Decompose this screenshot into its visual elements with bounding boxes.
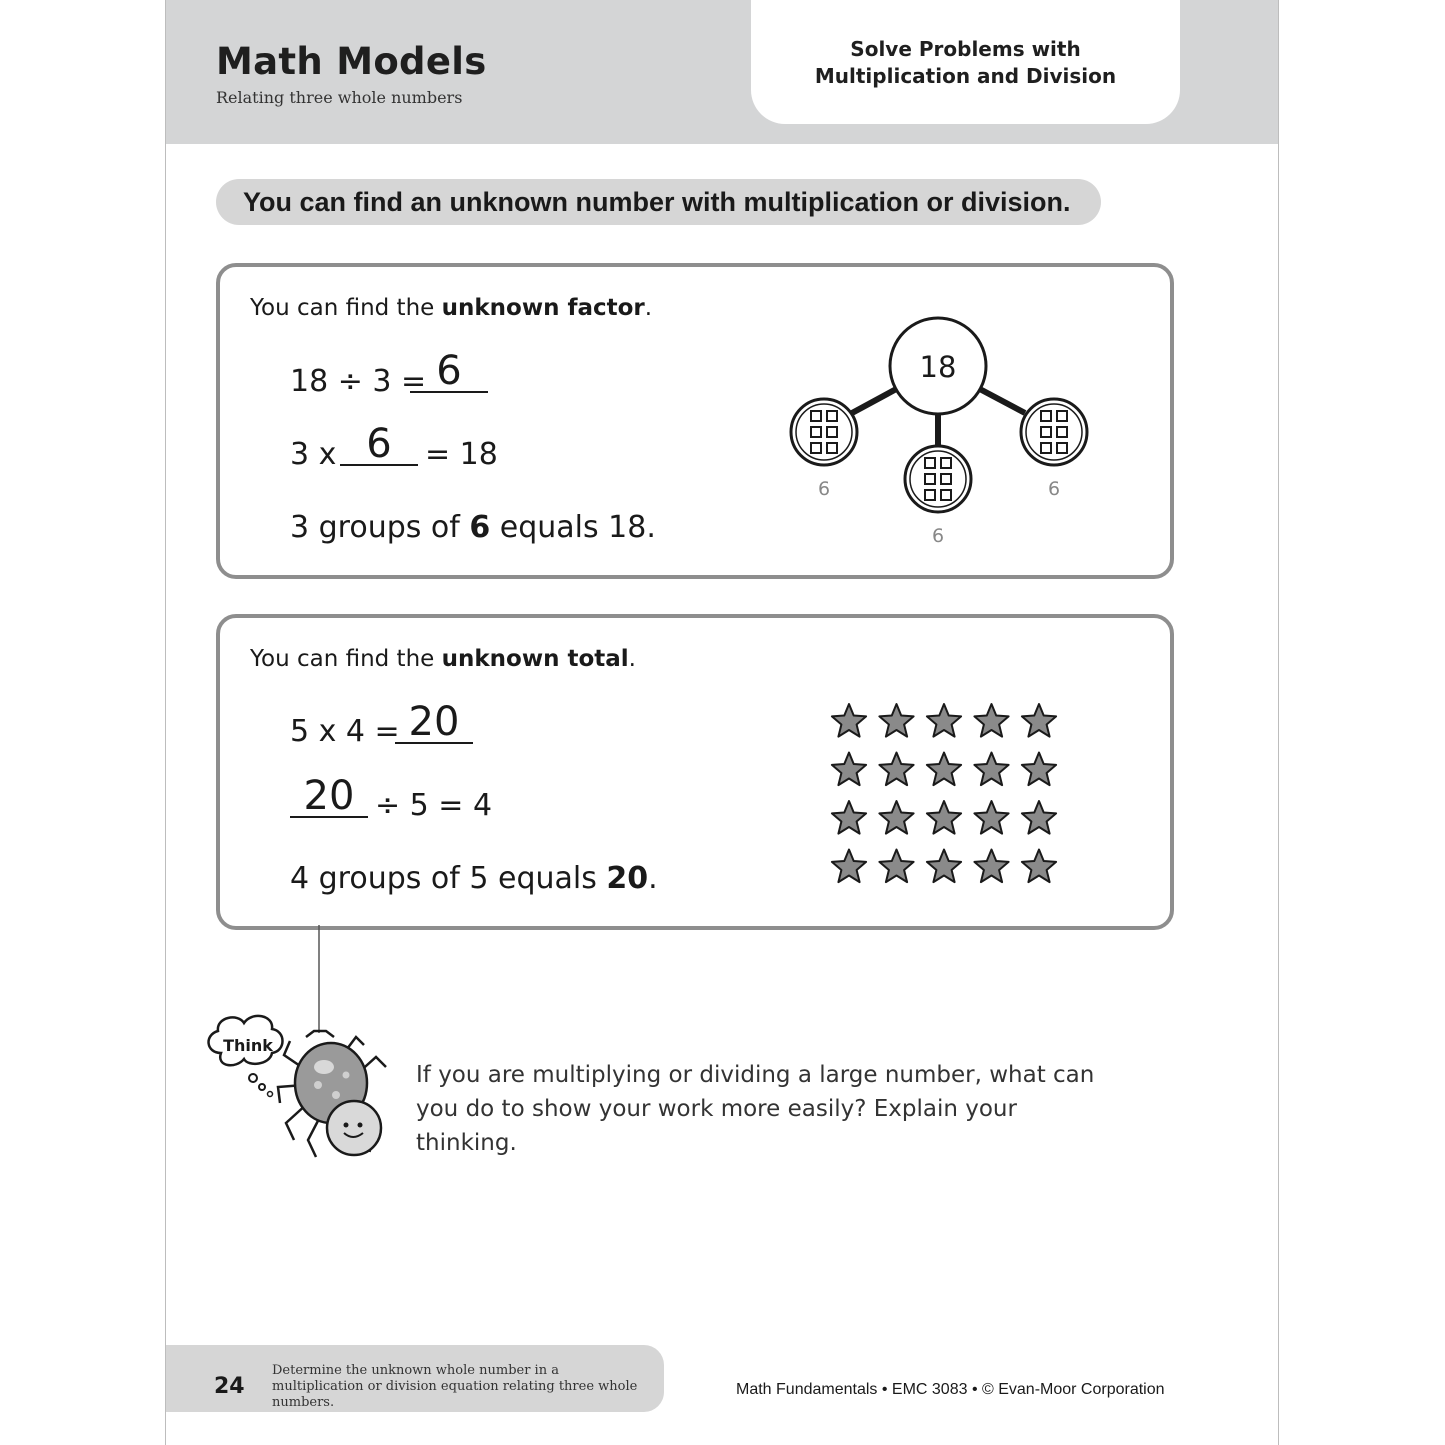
publisher-credit: Math Fundamentals • EMC 3083 • © Evan-Moor Corporation [736, 1381, 1165, 1398]
star [879, 850, 913, 883]
standard-description: Determine the unknown whole number in a multiplication or division equation relating three whole numbers. [272, 1363, 638, 1410]
intro-text: You can find the [250, 295, 442, 321]
sentence-prefix: 3 groups of [290, 510, 470, 545]
square-counter [827, 411, 837, 421]
star [879, 704, 913, 737]
spider-highlight [314, 1060, 334, 1074]
square-counter [1057, 443, 1067, 453]
think-label: Think [223, 1036, 273, 1055]
leg [306, 1031, 334, 1037]
star [1022, 801, 1056, 834]
square-counter [941, 474, 951, 484]
group-label-middle: 6 [931, 525, 945, 547]
star [974, 704, 1008, 737]
topic-line-1: Solve Problems with [850, 37, 1081, 61]
star [1022, 850, 1056, 883]
bubble-dot-2 [259, 1084, 265, 1090]
square-counter [1041, 427, 1051, 437]
unknown-factor-intro [250, 295, 652, 321]
think-spider-illustration [186, 925, 431, 1170]
bond-line-left [852, 387, 900, 413]
multiplication-left: 3 x [290, 437, 337, 472]
star [1022, 704, 1056, 737]
multiplication-equation: 5 x 4 = [290, 714, 400, 749]
star [879, 801, 913, 834]
square-counter [827, 443, 837, 453]
square-counter [941, 458, 951, 468]
division-right: ÷ 5 = 4 [375, 788, 493, 823]
square-counter [1057, 427, 1067, 437]
group-right [1021, 399, 1087, 500]
group-label-left: 6 [817, 478, 831, 500]
unknown-factor-box [216, 263, 1174, 579]
square-counter [925, 474, 935, 484]
multiplication-right: = 18 [425, 437, 498, 472]
square-counter [1041, 411, 1051, 421]
group-left [791, 399, 857, 500]
division-equation: 18 ÷ 3 = [290, 364, 427, 399]
topic-tab-text [751, 36, 1180, 90]
group-circle-right [1021, 399, 1087, 465]
square-counter [925, 490, 935, 500]
square-counter [827, 427, 837, 437]
sentence-bold: 20 [606, 861, 649, 896]
star [832, 704, 866, 737]
star [832, 850, 866, 883]
think-question: If you are multiplying or dividing a large number, what can you do to show your work more easily? Explain your thinking. [416, 1062, 1095, 1156]
star [927, 753, 961, 786]
star [1022, 753, 1056, 786]
star [927, 801, 961, 834]
page-subtitle: Relating three whole numbers [216, 88, 463, 107]
bond-line-right [976, 387, 1025, 413]
unknown-total-intro [250, 646, 636, 672]
star [974, 753, 1008, 786]
spider-spot [332, 1091, 340, 1099]
sentence-suffix: equals 18. [490, 510, 656, 545]
square-counter [811, 411, 821, 421]
square-counter [811, 443, 821, 453]
square-counter [811, 427, 821, 437]
group-middle [905, 446, 971, 547]
group-label-right: 6 [1047, 478, 1061, 500]
sentence-bold: 6 [469, 510, 491, 545]
sentence-suffix: . [648, 861, 658, 896]
star [974, 801, 1008, 834]
square-counter [925, 458, 935, 468]
key-idea-text: You can find an unknown number with multiplication or division. [243, 187, 1071, 217]
intro-suffix: . [628, 646, 636, 672]
group-circle-middle [905, 446, 971, 512]
page-number: 24 [214, 1374, 245, 1399]
square-counter [1057, 411, 1067, 421]
spider-head [327, 1101, 381, 1155]
bubble-dot-1 [249, 1074, 257, 1082]
unknown-total-box [216, 614, 1174, 930]
spider-eye [358, 1123, 363, 1128]
spider-spot [343, 1072, 350, 1079]
dividend-answer: 20 [290, 776, 368, 818]
topic-line-2: Multiplication and Division [814, 64, 1117, 88]
header-band [166, 0, 1278, 144]
star [927, 704, 961, 737]
bubble-dot-3 [268, 1092, 273, 1097]
number-bond-diagram [785, 312, 1105, 552]
intro-bold: unknown total [441, 646, 629, 672]
spider-eye [344, 1123, 349, 1128]
intro-suffix: . [644, 295, 653, 321]
star [832, 801, 866, 834]
star [879, 753, 913, 786]
star [832, 753, 866, 786]
factor-answer: 6 [340, 424, 418, 466]
star-array [825, 698, 1065, 888]
quotient-answer: 6 [410, 351, 488, 393]
intro-text: You can find the [250, 646, 442, 672]
square-counter [941, 490, 951, 500]
worksheet-page [165, 0, 1279, 1445]
topic-tab [751, 0, 1180, 124]
sentence-prefix: 4 groups of 5 equals [290, 861, 607, 896]
spider-spot [314, 1081, 322, 1089]
star [974, 850, 1008, 883]
groups-sentence [290, 510, 656, 545]
square-counter [1041, 443, 1051, 453]
star [927, 850, 961, 883]
total-label: 18 [919, 350, 957, 384]
intro-bold: unknown factor [441, 295, 645, 321]
page-title: Math Models [216, 40, 487, 83]
group-circle-left [791, 399, 857, 465]
groups-sentence [290, 861, 658, 896]
key-idea-banner [216, 179, 1101, 225]
product-answer: 20 [395, 702, 473, 744]
